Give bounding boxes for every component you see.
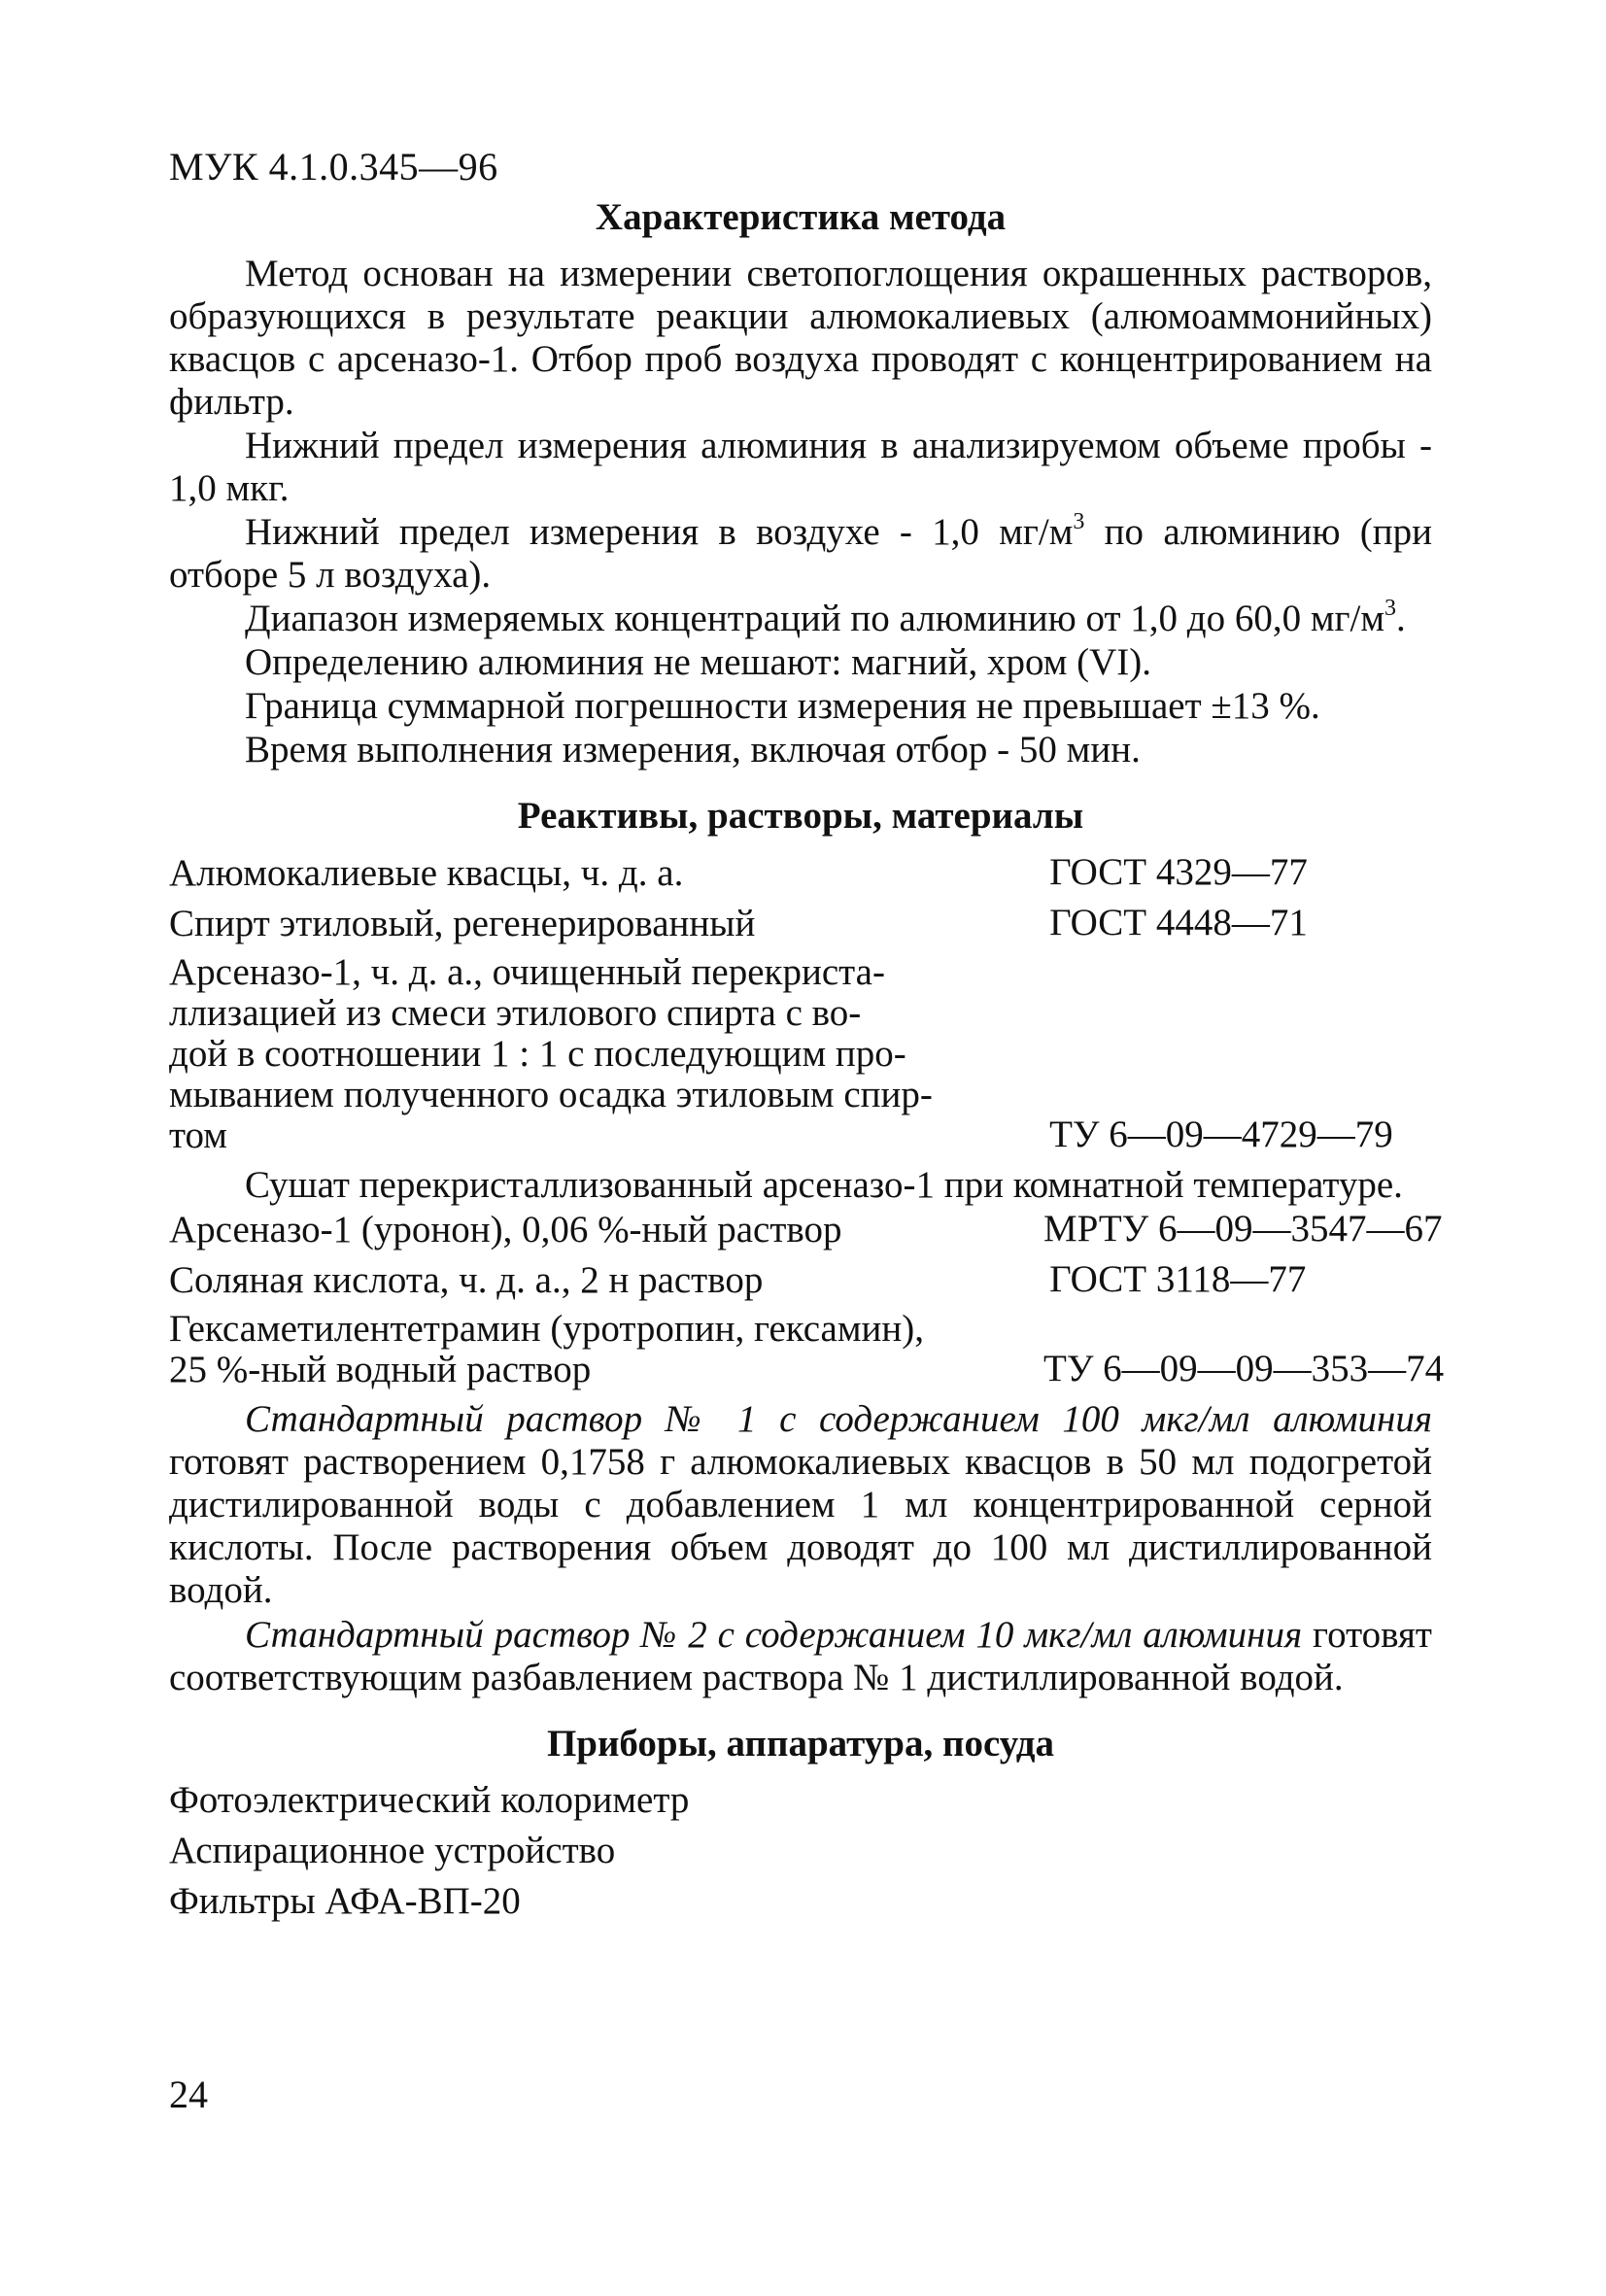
reagents-list: [169, 851, 1432, 1156]
reagent-name: Соляная кислота, ч. д. а., 2 н раствор: [169, 1259, 764, 1301]
equipment-item: Фотоэлектрический колориметр: [169, 1779, 690, 1821]
reagent-row: [169, 1308, 1445, 1390]
reagent-standard: ГОСТ 4329—77: [1049, 851, 1308, 893]
reagent-row: [169, 1208, 1443, 1251]
paragraph-drying-note: Сушат перекристаллизованный арсеназо-1 при комнатной температуре.: [245, 1164, 1403, 1206]
reagents-list-2: [169, 1208, 1445, 1390]
text-segment: Нижний предел измерения в воздухе - 1,0 мг/м: [245, 511, 1074, 553]
section-title-characteristics: Характеристика метода: [595, 196, 1007, 238]
standard-solution-2-title: Стандартный раствор № 2 с содержанием 10 мкг/мл алюминия: [245, 1614, 1303, 1656]
paragraph-error-limit: Граница суммарной погрешности измерения не превышает ±13 %.: [245, 685, 1320, 727]
paragraph-duration: Время выполнения измерения, включая отбор - 50 мин.: [245, 729, 1141, 771]
reagent-row: [169, 952, 1432, 1156]
reagent-standard: ГОСТ 3118—77: [1049, 1258, 1307, 1300]
reagent-standard: ГОСТ 4448—71: [1049, 902, 1308, 943]
paragraph-range: [169, 598, 1432, 640]
reagent-standard: ТУ 6—09—09—353—74: [1043, 1348, 1445, 1389]
paragraph-interference: Определению алюминия не мешают: магний, хром (VI).: [245, 641, 1152, 683]
superscript: 3: [1384, 596, 1397, 621]
paragraph-standard-solution-1: [169, 1398, 1432, 1612]
standard-solution-1-text: готовят растворением 0,1758 г алюмокалиевых квасцов в 50 мл подогретой дистилированной воды с добавлением 1 мл концентрированной серной кислоты. После растворения объем доводят до 100 мл дистиллированной водой.: [169, 1441, 1432, 1611]
reagent-row: [169, 902, 1432, 944]
document-page: [169, 145, 1445, 1931]
section-title-equipment: Приборы, аппаратура, посуда: [546, 1723, 1055, 1765]
text-segment: по алюминию (при отборе 5 л воздуха).: [169, 511, 1433, 596]
text-segment: .: [1396, 598, 1406, 639]
superscript: 3: [1073, 509, 1085, 534]
reagent-name: Арсеназо-1 (уронон), 0,06 %-ный раствор: [169, 1209, 842, 1251]
standard-solution-1-title: Стандартный раствор № 1 с содержанием 100 мкг/мл алюминия: [245, 1398, 1432, 1440]
reagent-name: Гексаметилентетрамин (уротропин, гексамин), 25 %-ный водный раствор: [169, 1308, 924, 1390]
equipment-item: Аспирационное устройство: [169, 1830, 616, 1871]
reagent-name: Арсеназо-1, ч. д. а., очищенный перекриста- ллизацией из смеси этилового спирта с во- дой в соотношении 1 : 1 с последующим про- мыванием полученного осадка этиловым спир- том: [169, 951, 933, 1156]
equipment-item: Фильтры АФА-ВП-20: [169, 1880, 521, 1922]
paragraph-method-basis: Метод основан на измерении светопоглощения окрашенных растворов, образующихся в результате реакции алюмокалиевых (алюмоаммонийных) квасцов с арсеназо-1. Отбор проб воздуха проводят с концентрированием на фильтр.: [169, 253, 1432, 423]
paragraph-lower-limit-air: [169, 511, 1432, 597]
paragraph-standard-solution-2: [169, 1614, 1432, 1699]
section-title-reagents: Реактивы, растворы, материалы: [517, 795, 1084, 837]
reagent-standard: МРТУ 6—09—3547—67: [1043, 1208, 1443, 1250]
reagent-name: Спирт этиловый, регенерированный: [169, 903, 756, 944]
equipment-list: [169, 1779, 1432, 1923]
document-code: МУК 4.1.0.345—96: [169, 145, 498, 188]
text-segment: Диапазон измеряемых концентраций по алюминию от 1,0 до 60,0 мг/м: [245, 598, 1385, 639]
paragraph-lower-limit-sample: Нижний предел измерения алюминия в анализируемом объеме пробы - 1,0 мкг.: [169, 425, 1432, 509]
reagent-row: [169, 1258, 1432, 1301]
reagent-name: Алюмокалиевые квасцы, ч. д. а.: [169, 852, 684, 894]
page-number: 24: [169, 2073, 208, 2116]
reagent-standard: ТУ 6—09—4729—79: [1049, 1114, 1393, 1155]
reagent-row: [169, 851, 1432, 894]
standard-solution-2-text: готовят соответствующим разбавлением раствора № 1 дистиллированной водой.: [169, 1614, 1432, 1698]
